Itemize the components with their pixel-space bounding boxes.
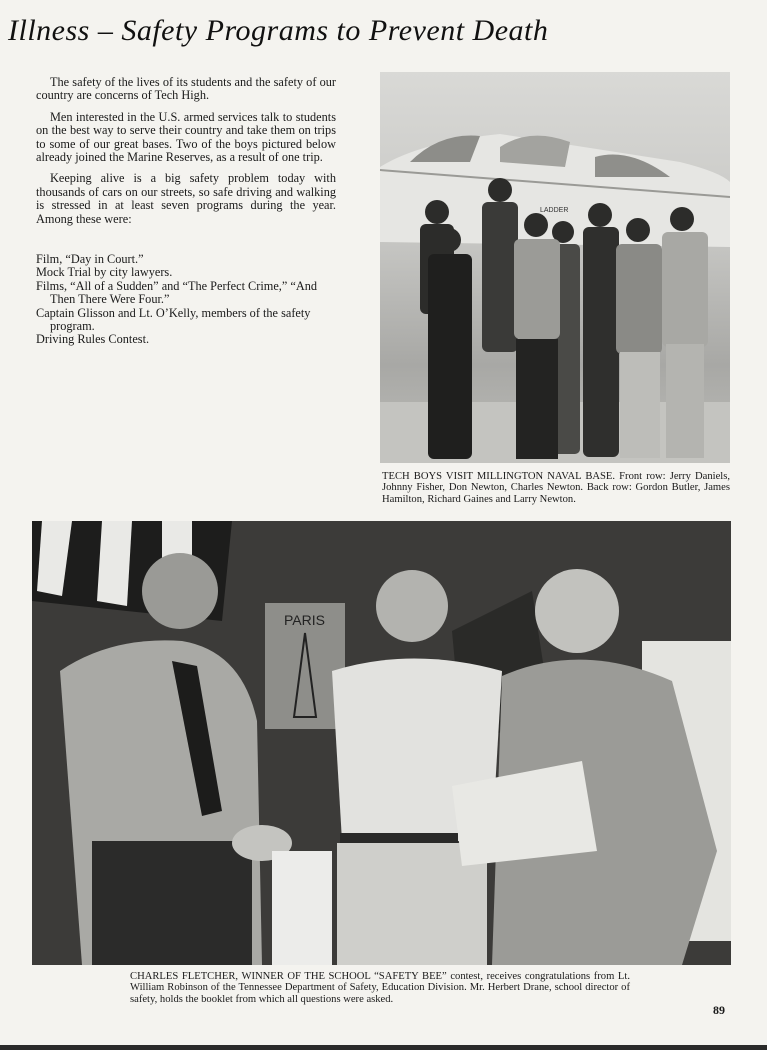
intro-text bbox=[36, 76, 336, 234]
naval-base-photo bbox=[380, 72, 730, 463]
program-item: Captain Glisson and Lt. O’Kelly, members of the safety program. bbox=[36, 305, 311, 334]
program-list bbox=[36, 253, 336, 347]
safety-bee-caption: CHARLES FLETCHER, WINNER OF THE SCHOOL “SAFETY BEE” contest, receives congratulations from Lt. William Robinson of the Tennessee Department of Safety, Education Division. Mr. Herbert Drane, school director of safety, holds the booklet from which all questions were asked. bbox=[130, 971, 630, 1005]
program-item: Driving Rules Contest. bbox=[36, 332, 150, 347]
page-number: 89 bbox=[713, 1003, 725, 1017]
intro-paragraph: The safety of the lives of its students and the safety of our country are concerns of Tech High. bbox=[36, 75, 336, 103]
intro-paragraph: Keeping alive is a big safety problem today with thousands of cars on our streets, so safe driving and walking is stressed in at least seven programs during the year. Among these were: bbox=[36, 171, 336, 226]
page-title: Illness – Safety Programs to Prevent Death bbox=[8, 14, 549, 47]
program-item: Film, “Day in Court.” bbox=[36, 252, 144, 266]
naval-base-caption: TECH BOYS VISIT MILLINGTON NAVAL BASE. Front row: Jerry Daniels, Johnny Fisher, Don Newton, Charles Newton. Back row: Gordon Butler, James Hamilton, Richard Gaines and Larry Newton. bbox=[382, 471, 730, 505]
safety-bee-photo bbox=[32, 521, 731, 965]
intro-paragraph: Men interested in the U.S. armed services talk to students on the best way to serve their country and take them on trips to some of our great bases. Two of the boys pictured below already joined the Marine Reserves, as a result of one trip. bbox=[36, 109, 336, 165]
program-item: Films, “All of a Sudden” and “The Perfect Crime,” “And Then There Were Four.” bbox=[36, 278, 318, 307]
jet-label: LADDER bbox=[540, 207, 569, 214]
program-item: Mock Trial by city lawyers. bbox=[36, 265, 173, 280]
poster-text: PARIS bbox=[284, 612, 325, 628]
bottom-rule bbox=[0, 1045, 767, 1050]
